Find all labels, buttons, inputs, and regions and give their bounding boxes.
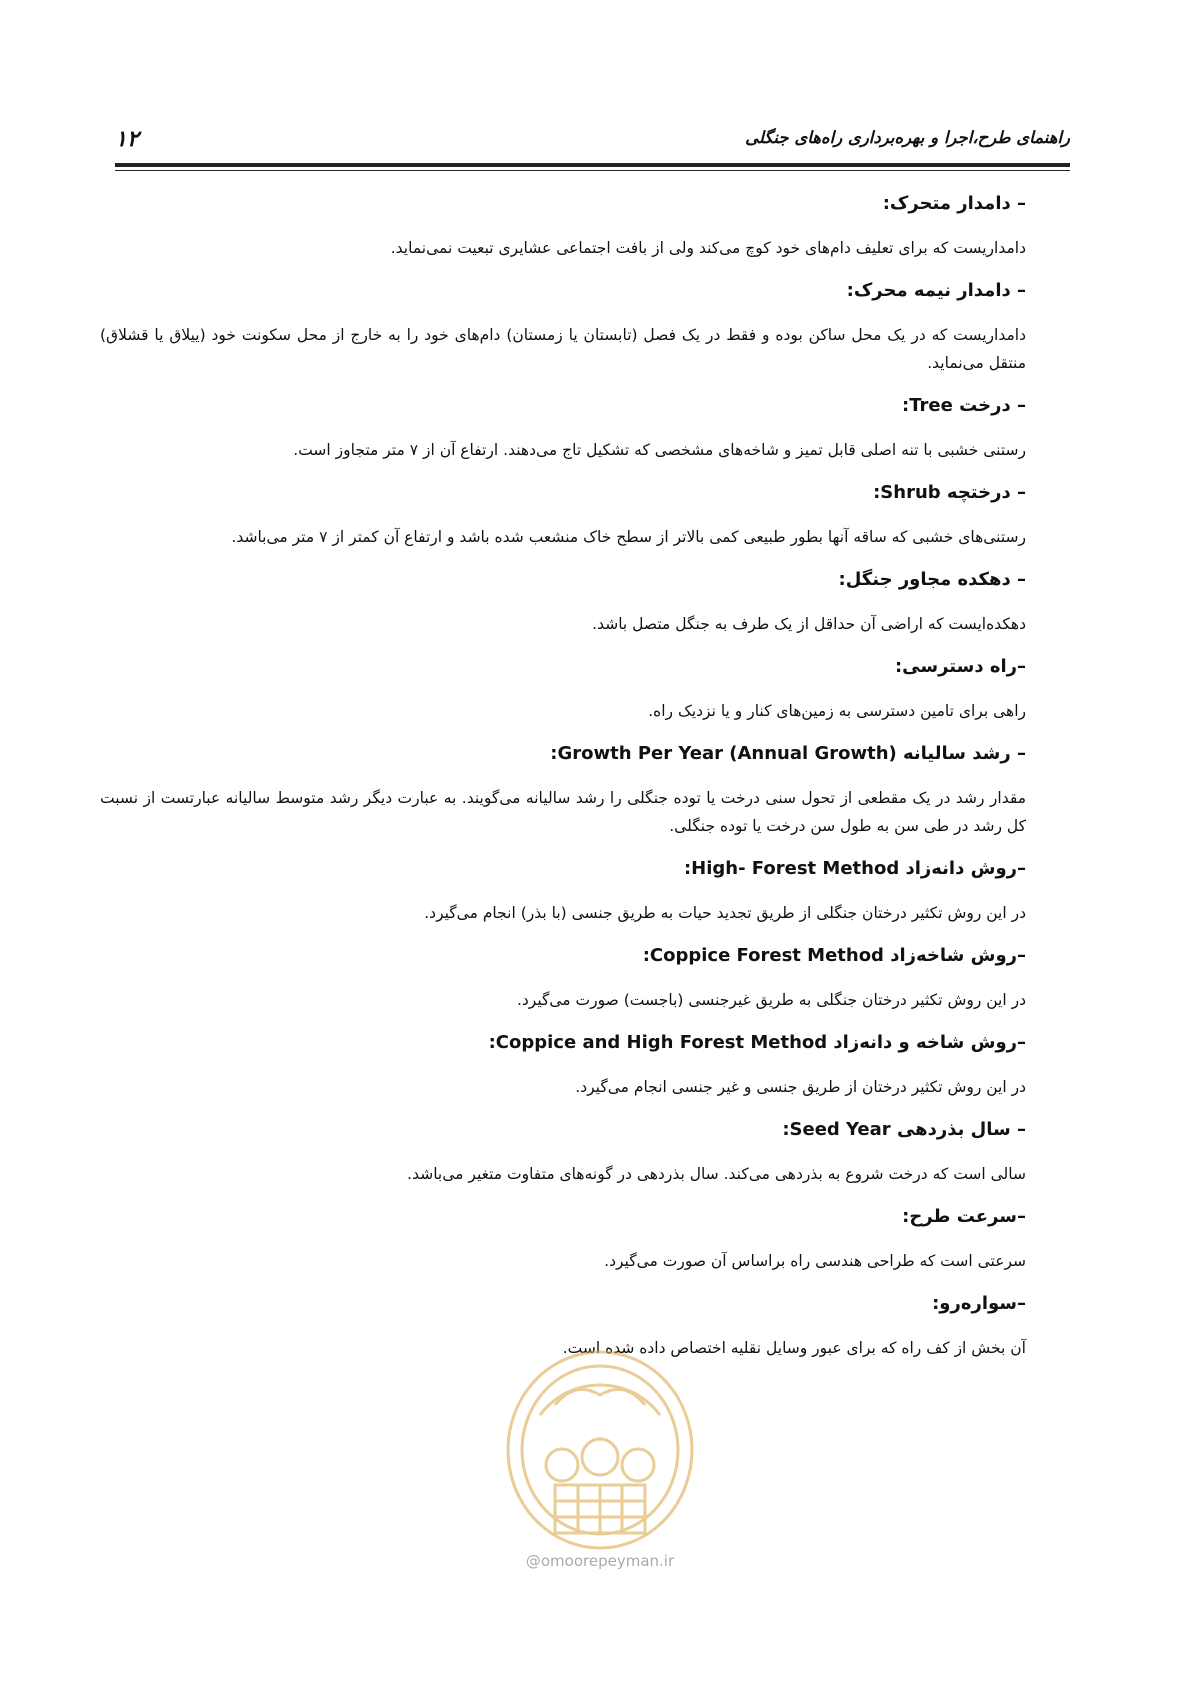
glossary-entry <box>100 740 1026 840</box>
header-rule-thin <box>115 170 1070 171</box>
entry-definition: سالی است که درخت شروع به بذردهی می‌کند. سال بذردهی در گونه‌های متفاوت متغیر می‌باشد. <box>407 1165 1026 1183</box>
entry-definition: سرعتی است که طراحی هندسی راه براساس آن صورت می‌گیرد. <box>604 1252 1026 1270</box>
glossary-entry <box>110 855 1026 927</box>
glossary-body <box>100 190 1026 1377</box>
entry-definition: در این روش تکثیر درختان از طریق جنسی و غیر جنسی انجام می‌گیرد. <box>575 1078 1026 1096</box>
entry-term: –راه دسترسی: <box>894 656 1026 677</box>
entry-definition: دامداریست که برای تعلیف دام‌های خود کوچ می‌کند ولی از بافت اجتماعی عشایری تبعیت نمی‌نماید. <box>390 239 1026 257</box>
entry-definition: راهی برای تامین دسترسی به زمین‌های کنار و یا نزدیک راه. <box>648 702 1026 720</box>
glossary-entry <box>110 942 1026 1014</box>
glossary-entry <box>110 190 1026 262</box>
glossary-entry <box>110 1203 1026 1275</box>
glossary-entry <box>100 277 1026 377</box>
watermark-logo-icon <box>500 1345 700 1575</box>
entry-term: –روش شاخه و دانه‌زاد Coppice and High Forest Method: <box>488 1032 1026 1053</box>
entry-definition: دهکده‌ایست که اراضی آن حداقل از یک طرف به جنگل متصل باشد. <box>592 615 1026 633</box>
entry-definition: دامداریست که در یک محل ساکن بوده و فقط در یک فصل (تابستان یا زمستان) دام‌های خود را به خارج از محل سکونت خود (ییلاق یا قشلاق) منتقل می‌نماید. <box>100 326 1026 372</box>
running-title: راهنمای طرح،اجرا و بهره‌برداری راه‌های جنگلی <box>745 128 1070 147</box>
glossary-entry <box>110 1029 1026 1101</box>
entry-term: –سرعت طرح: <box>902 1206 1026 1227</box>
entry-definition: در این روش تکثیر درختان جنگلی به طریق غیرجنسی (باجست) صورت می‌گیرد. <box>516 991 1026 1009</box>
entry-term: – دامدار نیمه محرک: <box>846 280 1026 301</box>
entry-term: – سال بذردهی Seed Year: <box>782 1119 1026 1140</box>
entry-definition: آن بخش از کف راه که برای عبور وسایل نقلیه اختصاص داده شده است. <box>562 1339 1026 1357</box>
entry-definition: رستنی‌های خشبی که ساقه آنها بطور طبیعی کمی بالاتر از سطح خاک منشعب شده باشد و ارتفاع آن کمتر از ۷ متر می‌باشد. <box>231 528 1026 546</box>
entry-definition: در این روش تکثیر درختان جنگلی از طریق تجدید حیات به طریق جنسی (با بذر) انجام می‌گیرد. <box>424 904 1026 922</box>
entry-term: – دهکده مجاور جنگل: <box>838 569 1026 590</box>
page-number: ۱۲ <box>115 126 139 152</box>
glossary-entry <box>110 479 1026 551</box>
watermark-text: @omoorepeyman.ir <box>525 1552 675 1570</box>
entry-term: – درخت Tree: <box>902 395 1026 416</box>
glossary-entry <box>110 566 1026 638</box>
entry-definition: مقدار رشد در یک مقطعی از تحول سنی درخت یا توده جنگلی را رشد سالیانه می‌گویند. به عبارت دیگر رشد متوسط سالیانه عبارتست از نسبت کل رشد در طی سن به طول سن درخت یا توده جنگلی. <box>100 789 1026 835</box>
entry-term: –سواره‌رو: <box>932 1293 1026 1314</box>
glossary-entry <box>110 653 1026 725</box>
header-rule-thick <box>115 163 1070 167</box>
glossary-entry <box>110 1116 1026 1188</box>
entry-term: – دامدار متحرک: <box>882 193 1026 214</box>
entry-term: –روش دانه‌زاد High- Forest Method: <box>683 858 1026 879</box>
entry-definition: رستنی خشبی با تنه اصلی قابل تمیز و شاخه‌های مشخصی که تشکیل تاج می‌دهند. ارتفاع آن از ۷ متر متجاوز است. <box>293 441 1026 459</box>
entry-term: – رشد سالیانه Growth Per Year (Annual Growth): <box>550 743 1026 764</box>
page-header <box>115 126 1070 156</box>
entry-term: –روش شاخه‌زاد Coppice Forest Method: <box>642 945 1026 966</box>
glossary-entry <box>110 392 1026 464</box>
entry-term: – درختچه Shrub: <box>873 482 1026 503</box>
